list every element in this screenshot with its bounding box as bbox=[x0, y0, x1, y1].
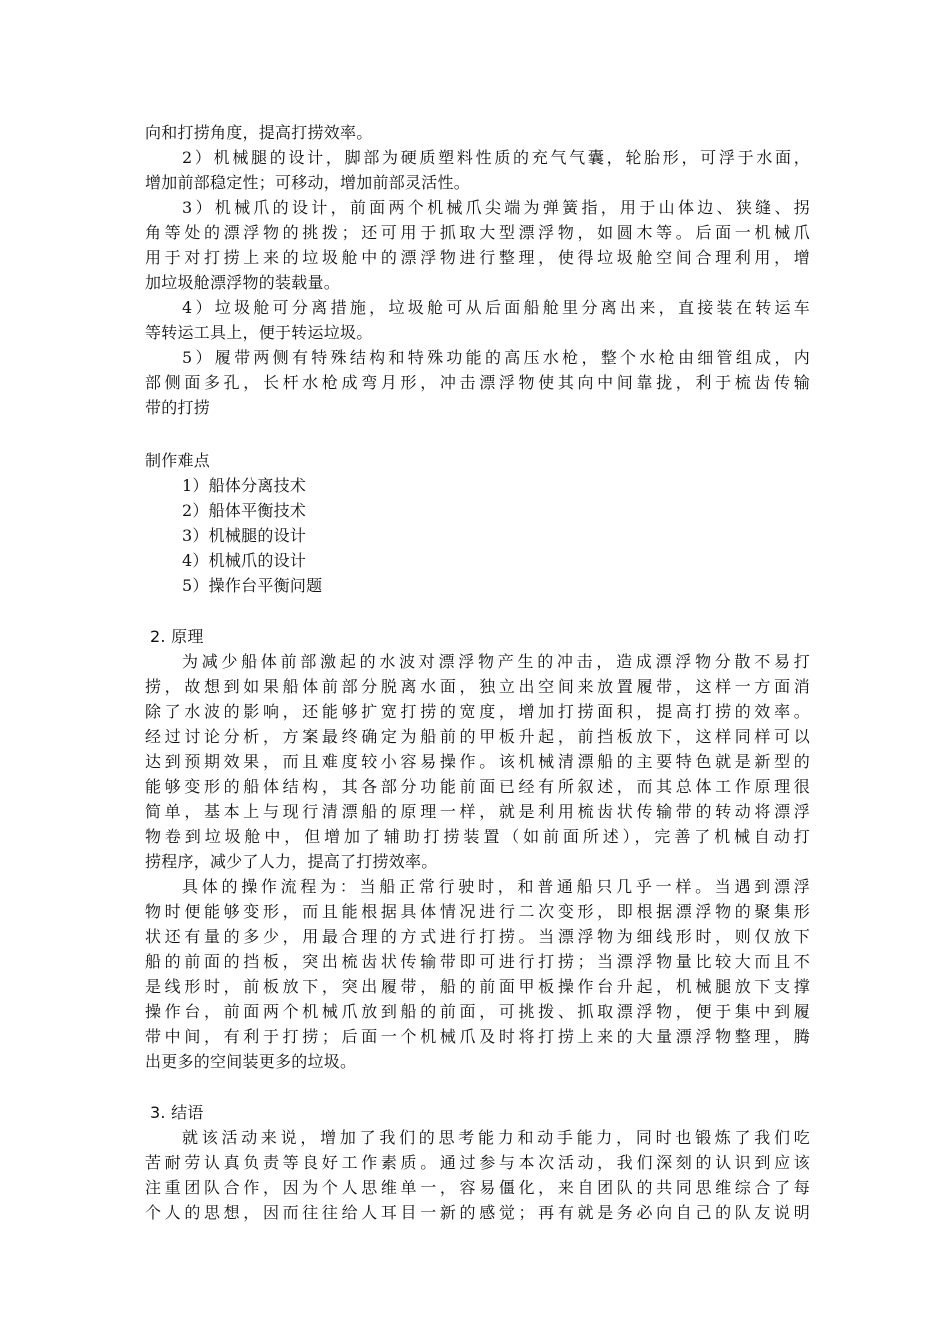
difficulty-item: 1）船体分离技术 bbox=[182, 476, 307, 495]
paragraph-line: 能够变形的船体结构，其各部分功能前面已经有所叙述，而其总体工作原理很 bbox=[145, 777, 810, 796]
paragraph-line: 4）垃圾舱可分离措施，垃圾舱可从后面船舱里分离出来，直接装在转运车 bbox=[182, 298, 810, 317]
paragraph-line: 等转运工具上，便于转运垃圾。 bbox=[145, 323, 373, 342]
paragraph-line: 就该活动来说，增加了我们的思考能力和动手能力，同时也锻炼了我们吃 bbox=[182, 1128, 810, 1147]
paragraph-line: 捞程序，减少了人力，提高了打捞效率。 bbox=[145, 852, 438, 871]
paragraph-line: 带中间，有利于打捞；后面一个机械爪及时将打捞上来的大量漂浮物整理，腾 bbox=[145, 1027, 810, 1046]
paragraph-line: 状还有量的多少，用最合理的方式进行打捞。当漂浮物为细线形时，则仅放下 bbox=[145, 927, 810, 946]
paragraph-line: 苦耐劳认真负责等良好工作素质。通过参与本次活动，我们深刻的认识到应该 bbox=[145, 1153, 810, 1172]
paragraph-line: 经过讨论分析，方案最终确定为船前的甲板升起，前挡板放下，这样同样可以 bbox=[145, 727, 810, 746]
paragraph-line: 捞，故想到如果船体前部分脱离水面，独立出空间来放置履带，这样一方面消 bbox=[145, 677, 810, 696]
paragraph-line: 达到预期效果，而且难度较小容易操作。该机械清漂船的主要特色就是新型的 bbox=[145, 752, 810, 771]
paragraph-line: 增加前部稳定性；可移动，增加前部灵活性。 bbox=[145, 173, 471, 192]
difficulties-title: 制作难点 bbox=[145, 451, 211, 470]
paragraph-line: 具体的操作流程为：当船正常行驶时，和普通船只几乎一样。当遇到漂浮 bbox=[182, 877, 810, 896]
difficulty-item: 2）船体平衡技术 bbox=[182, 501, 307, 520]
section-heading: 2. 原理 bbox=[150, 627, 204, 646]
difficulty-item: 5）操作台平衡问题 bbox=[182, 576, 323, 595]
paragraph-line: 3）机械爪的设计，前面两个机械爪尖端为弹簧指，用于山体边、狭缝、拐 bbox=[182, 198, 810, 217]
paragraph-line: 出更多的空间装更多的垃圾。 bbox=[145, 1052, 357, 1071]
paragraph-line: 除了水波的影响，还能够扩宽打捞的宽度，增加打捞面积，提高打捞的效率。 bbox=[145, 702, 810, 721]
paragraph-line: 简单，基本上与现行清漂船的原理一样，就是利用梳齿状传输带的转动将漂浮 bbox=[145, 802, 810, 821]
paragraph-line: 2）机械腿的设计，脚部为硬质塑料性质的充气气囊，轮胎形，可浮于水面， bbox=[182, 148, 810, 167]
paragraph-line: 角等处的漂浮物的挑拨；还可用于抓取大型漂浮物，如圆木等。后面一机械爪 bbox=[145, 223, 810, 242]
paragraph-line: 加垃圾舱漂浮物的装载量。 bbox=[145, 273, 341, 292]
paragraph-line: 部侧面多孔，长杆水枪成弯月形，冲击漂浮物使其向中间靠拢，利于梳齿传输 bbox=[145, 373, 810, 392]
paragraph-line: 带的打捞 bbox=[145, 398, 211, 417]
paragraph-line: 为减少船体前部激起的水波对漂浮物产生的冲击，造成漂浮物分散不易打 bbox=[182, 652, 810, 671]
paragraph-line: 船的前面的挡板，突出梳齿状传输带即可进行打捞；当漂浮物量比较大而且不 bbox=[145, 952, 810, 971]
paragraph-line: 5）履带两侧有特殊结构和特殊功能的高压水枪，整个水枪由细管组成，内 bbox=[182, 348, 810, 367]
paragraph-line: 物卷到垃圾舱中，但增加了辅助打捞装置（如前面所述），完善了机械自动打 bbox=[145, 827, 810, 846]
paragraph-line: 操作台，前面两个机械爪放到船的前面，可挑拨、抓取漂浮物，便于集中到履 bbox=[145, 1002, 810, 1021]
paragraph-line: 注重团队合作，因为个人思维单一，容易僵化，来自团队的共同思维综合了每 bbox=[145, 1178, 810, 1197]
section-heading: 3. 结语 bbox=[150, 1103, 204, 1122]
paragraph-line: 用于对打捞上来的垃圾舱中的漂浮物进行整理，使得垃圾舱空间合理利用，增 bbox=[145, 248, 810, 267]
difficulty-item: 4）机械爪的设计 bbox=[182, 551, 307, 570]
paragraph-line: 物时便能够变形，而且能根据具体情况进行二次变形，即根据漂浮物的聚集形 bbox=[145, 902, 810, 921]
paragraph-line: 向和打捞角度，提高打捞效率。 bbox=[145, 123, 373, 142]
paragraph-line: 是线形时，前板放下，突出履带，船的前面甲板操作台升起，机械腿放下支撑 bbox=[145, 977, 810, 996]
paragraph-line: 个人的思想，因而往往给人耳目一新的感觉；再有就是务必向自己的队友说明 bbox=[145, 1203, 810, 1222]
difficulty-item: 3）机械腿的设计 bbox=[182, 526, 307, 545]
